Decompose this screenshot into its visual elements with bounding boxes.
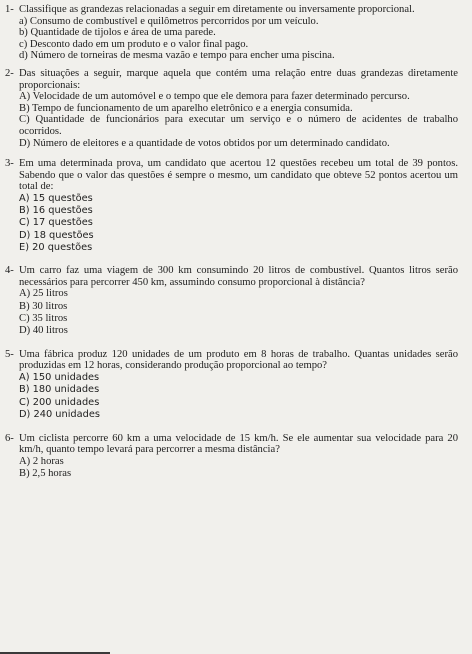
question-3 bbox=[5, 158, 458, 254]
option-d: d) Número de torneiras de mesma vazão e tempo para encher uma piscina. bbox=[19, 50, 335, 62]
question-number: 6- bbox=[5, 432, 14, 444]
option-c: C) 200 unidades bbox=[19, 396, 100, 408]
options-list bbox=[19, 16, 458, 62]
options-list bbox=[19, 288, 458, 338]
question-1 bbox=[5, 4, 458, 62]
option-b: B) 30 litros bbox=[19, 300, 68, 312]
option-a: A) 15 questões bbox=[19, 192, 93, 204]
option-b: B) Tempo de funcionamento de um aparelho eletrônico e a energia consumida. bbox=[19, 102, 353, 114]
question-number: 5- bbox=[5, 348, 14, 360]
option-b: B) 16 questões bbox=[19, 205, 93, 217]
options-list bbox=[19, 372, 458, 422]
question-2 bbox=[5, 68, 458, 149]
option-a: A) 150 unidades bbox=[19, 371, 100, 383]
option-d: D) Número de eleitores e a quantidade de votos obtidos por um determinado candidato. bbox=[19, 137, 390, 149]
question-number: 1- bbox=[5, 4, 14, 15]
options-list bbox=[19, 91, 458, 149]
question-6 bbox=[5, 433, 458, 481]
option-a: A) 2 horas bbox=[19, 455, 64, 467]
options-list bbox=[19, 456, 458, 480]
question-text: Uma fábrica produz 120 unidades de um produto em 8 horas de trabalho. Quantas unidades serão produzidas em 12 horas, considerando produção proporcional ao tempo? bbox=[19, 348, 458, 372]
option-c: c) Desconto dado em um produto e o valor final pago. bbox=[19, 38, 249, 50]
options-list bbox=[19, 193, 458, 254]
option-a: A) 25 litros bbox=[19, 288, 68, 300]
option-e: E) 20 questões bbox=[19, 241, 93, 253]
option-a: a) Consumo de combustível e quilômetros percorridos por um veículo. bbox=[19, 15, 319, 27]
option-b: b) Quantidade de tijolos e área de uma parede. bbox=[19, 27, 216, 39]
option-a: A) Velocidade de um automóvel e o tempo que ele demora para fazer determinado percurso. bbox=[19, 91, 410, 103]
option-c: C) 35 litros bbox=[19, 312, 68, 324]
question-text: Um ciclista percorre 60 km a uma velocidade de 15 km/h. Se ele aumentar sua velocidade para 20 km/h, quanto tempo levará para percorrer a mesma distância? bbox=[19, 432, 458, 456]
option-d: D) 240 unidades bbox=[19, 409, 101, 421]
question-text: Das situações a seguir, marque aquela que contém uma relação entre duas grandezas diretamente proporcionais: bbox=[19, 67, 458, 91]
option-c: C) 17 questões bbox=[19, 217, 93, 229]
question-5 bbox=[5, 349, 458, 422]
option-b: B) 2,5 horas bbox=[19, 467, 72, 479]
question-text: Classifique as grandezas relacionadas a seguir em diretamente ou inversamente proporcional. bbox=[19, 4, 415, 15]
question-number: 3- bbox=[5, 158, 14, 170]
option-b: B) 180 unidades bbox=[19, 384, 100, 396]
question-4 bbox=[5, 265, 458, 338]
option-c: C) Quantidade de funcionários para executar um serviço e o número de acidentes de trabalho ocorridos. bbox=[19, 114, 458, 137]
question-number: 4- bbox=[5, 264, 14, 276]
question-text: Um carro faz uma viagem de 300 km consumindo 20 litros de combustível. Quantos litros serão necessários para percorrer 450 km, assumindo consumo proporcional à distância? bbox=[19, 264, 458, 288]
question-text: Em uma determinada prova, um candidato que acertou 12 questões recebeu um total de 39 pontos. Sabendo que o valor das questões é sempre o mesmo, um candidato que obteve 52 pontos acertou um total de: bbox=[19, 158, 458, 193]
question-number: 2- bbox=[5, 67, 14, 79]
option-d: D) 40 litros bbox=[19, 325, 68, 337]
option-d: D) 18 questões bbox=[19, 229, 94, 241]
